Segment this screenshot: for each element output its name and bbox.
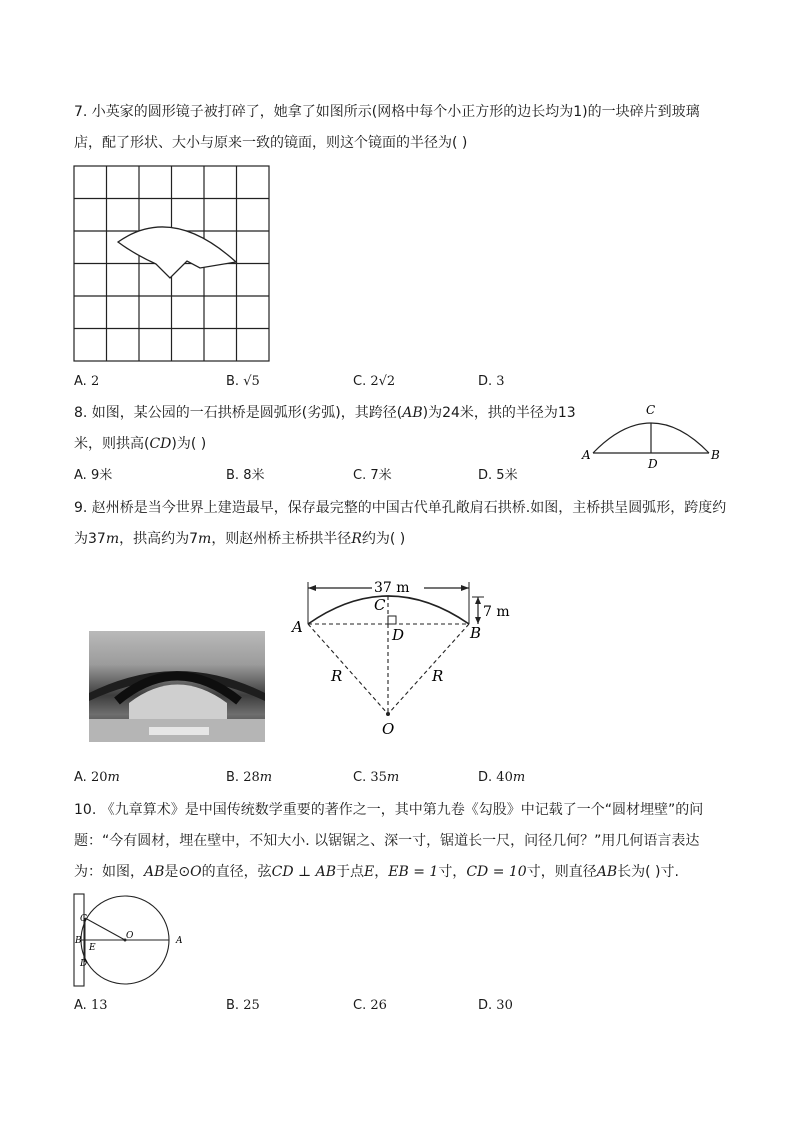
zhaozhou-bridge-photo	[89, 631, 265, 742]
q10-text-line1: 10. 《九章算术》是中国传统数学重要的著作之一，其中第九卷《勾股》中记载了一个“圆材埋壁”的问	[74, 802, 704, 818]
label-c: C	[374, 596, 386, 614]
q10-option-b[interactable]: B. 25	[226, 998, 260, 1013]
q9-text-line1: 9. 赵州桥是当今世界上建造最早，保存最完整的中国古代单孔敞肩石拱桥.如图，主桥拱呈圆弧形，跨度约	[74, 500, 727, 516]
q8-arch-figure	[578, 400, 728, 472]
q8-option-c[interactable]: C. 7米	[353, 468, 392, 483]
label-b: B	[75, 936, 82, 946]
q8-option-a[interactable]: A. 9米	[74, 468, 113, 483]
label-c: C	[646, 403, 656, 417]
q8-option-b[interactable]: B. 8米	[226, 468, 265, 483]
label-a: A	[292, 618, 303, 636]
q7-option-d[interactable]: D. 3	[478, 374, 505, 389]
q9-option-d[interactable]: D. 40m	[478, 770, 526, 785]
height-label: 7 m	[483, 604, 510, 620]
q9-arch-diagram	[284, 568, 524, 740]
q10-option-d[interactable]: D. 30	[478, 998, 513, 1013]
label-o: O	[382, 720, 395, 738]
q8-text-line2: 米，则拱高(CD)为( )	[74, 436, 207, 452]
label-d: D	[648, 457, 658, 471]
q10-circle-figure	[72, 888, 192, 988]
label-a: A	[176, 936, 183, 946]
label-e: E	[89, 943, 96, 953]
label-d: D	[80, 959, 88, 969]
q7-text-line1: 7. 小英家的圆形镜子被打碎了，她拿了如图所示(网格中每个小正方形的边长均为1)的一块碎片到玻璃	[74, 104, 700, 120]
label-o: O	[126, 931, 134, 941]
q7-option-c[interactable]: C. 2√2	[353, 374, 396, 389]
q7-option-b[interactable]: B. √5	[226, 374, 260, 389]
span-label: 37 m	[374, 580, 410, 596]
q7-text-line2: 店，配了形状、大小与原来一致的镜面，则这个镜面的半径为( )	[74, 135, 468, 151]
q9-option-c[interactable]: C. 35m	[353, 770, 400, 785]
q10-text-line3: 为：如图，AB是⊙O的直径，弦CD ⊥ AB于点E，EB = 1寸，CD = 10寸，则直径AB长为( )寸.	[74, 864, 679, 880]
q10-text-line2: 题：“今有圆材，埋在壁中，不知大小. 以锯锯之、深一寸，锯道长一尺，问径几何？”用几何语言表达	[74, 833, 700, 849]
q9-text-line2: 为37m，拱高约为7m，则赵州桥主桥拱半径R约为( )	[74, 531, 406, 547]
q7-grid-figure	[72, 164, 272, 364]
q7-option-a[interactable]: A. 2	[74, 374, 100, 389]
mirror-fragment	[118, 227, 236, 278]
label-b: B	[711, 448, 720, 462]
label-r-left: R	[331, 667, 343, 685]
label-b: B	[470, 624, 482, 642]
q8-option-d[interactable]: D. 5米	[478, 468, 518, 483]
label-c: C	[80, 914, 87, 924]
q10-option-c[interactable]: C. 26	[353, 998, 387, 1013]
label-r-right: R	[432, 667, 444, 685]
q8-text-line1: 8. 如图，某公园的一石拱桥是圆弧形(劣弧)，其跨径(AB)为24米，拱的半径为13	[74, 405, 576, 421]
q9-option-a[interactable]: A. 20m	[74, 770, 120, 785]
q10-option-a[interactable]: A. 13	[74, 998, 108, 1013]
radius-oc	[85, 918, 125, 940]
label-d: D	[392, 626, 405, 644]
label-a: A	[582, 448, 591, 462]
q9-option-b[interactable]: B. 28m	[226, 770, 273, 785]
